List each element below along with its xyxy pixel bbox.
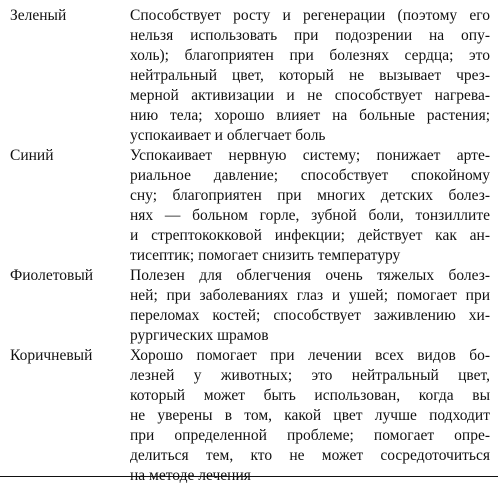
description-line: на методе лечения — [130, 467, 251, 484]
color-effect-description — [130, 146, 490, 266]
color-name: Синий — [10, 147, 54, 164]
description-line: Полезен для облегчения очень тяжелых болез- — [130, 267, 490, 284]
table-bottom-rule — [0, 476, 498, 477]
description-line: при определенной проблеме; помогает опре- — [130, 427, 490, 444]
description-line: не уверены в том, какой цвет лучше подходит — [130, 407, 490, 424]
description-line: делиться тем, кто не может сосредоточиться — [130, 447, 490, 464]
color-name: Фиолетовый — [10, 267, 94, 284]
description-line: и стрептококковой инфекции; действует как ан- — [130, 227, 490, 244]
description-line: успокаивает и облегчает боль — [130, 127, 326, 144]
description-line: холь); благоприятен при болезнях сердца; это — [130, 47, 490, 64]
description-line: рургических шрамов — [130, 327, 269, 344]
color-name: Зеленый — [10, 7, 67, 24]
description-line: ней; при заболеваниях глаз и ушей; помогает при — [130, 287, 490, 304]
description-line: тисептик; помогает снизить температуру — [130, 247, 401, 264]
description-line: переломах костей; способствует заживлению хи- — [130, 307, 490, 324]
description-line: сну; благоприятен при многих детских болез- — [130, 187, 490, 204]
description-line: нельзя использовать при подозрении на опу- — [130, 27, 490, 44]
description-line: Хорошо помогает при лечении всех видов бо- — [130, 347, 490, 364]
description-line: нию тела; хорошо влияет на больные растения; — [130, 107, 490, 124]
description-line: нейтральный цвет, который не вызывает чрез- — [130, 67, 490, 84]
color-name: Коричневый — [10, 347, 93, 364]
description-line: Способствует росту и регенерации (поэтому его — [130, 7, 490, 24]
color-effect-description — [130, 6, 490, 146]
description-line: риальное давление; способствует спокойному — [130, 167, 490, 184]
description-line: который может быть использован, когда вы — [130, 387, 490, 404]
color-effect-description — [130, 346, 490, 486]
description-line: мерной активизации и не способствует нагрева- — [130, 87, 490, 104]
description-line: нях — больном горле, зубной боли, тонзиллите — [130, 207, 490, 224]
description-line: Успокаивает нервную систему; понижает арте- — [130, 147, 490, 164]
description-line: лезней у животных; это нейтральный цвет, — [130, 367, 490, 384]
color-effect-description — [130, 266, 490, 346]
